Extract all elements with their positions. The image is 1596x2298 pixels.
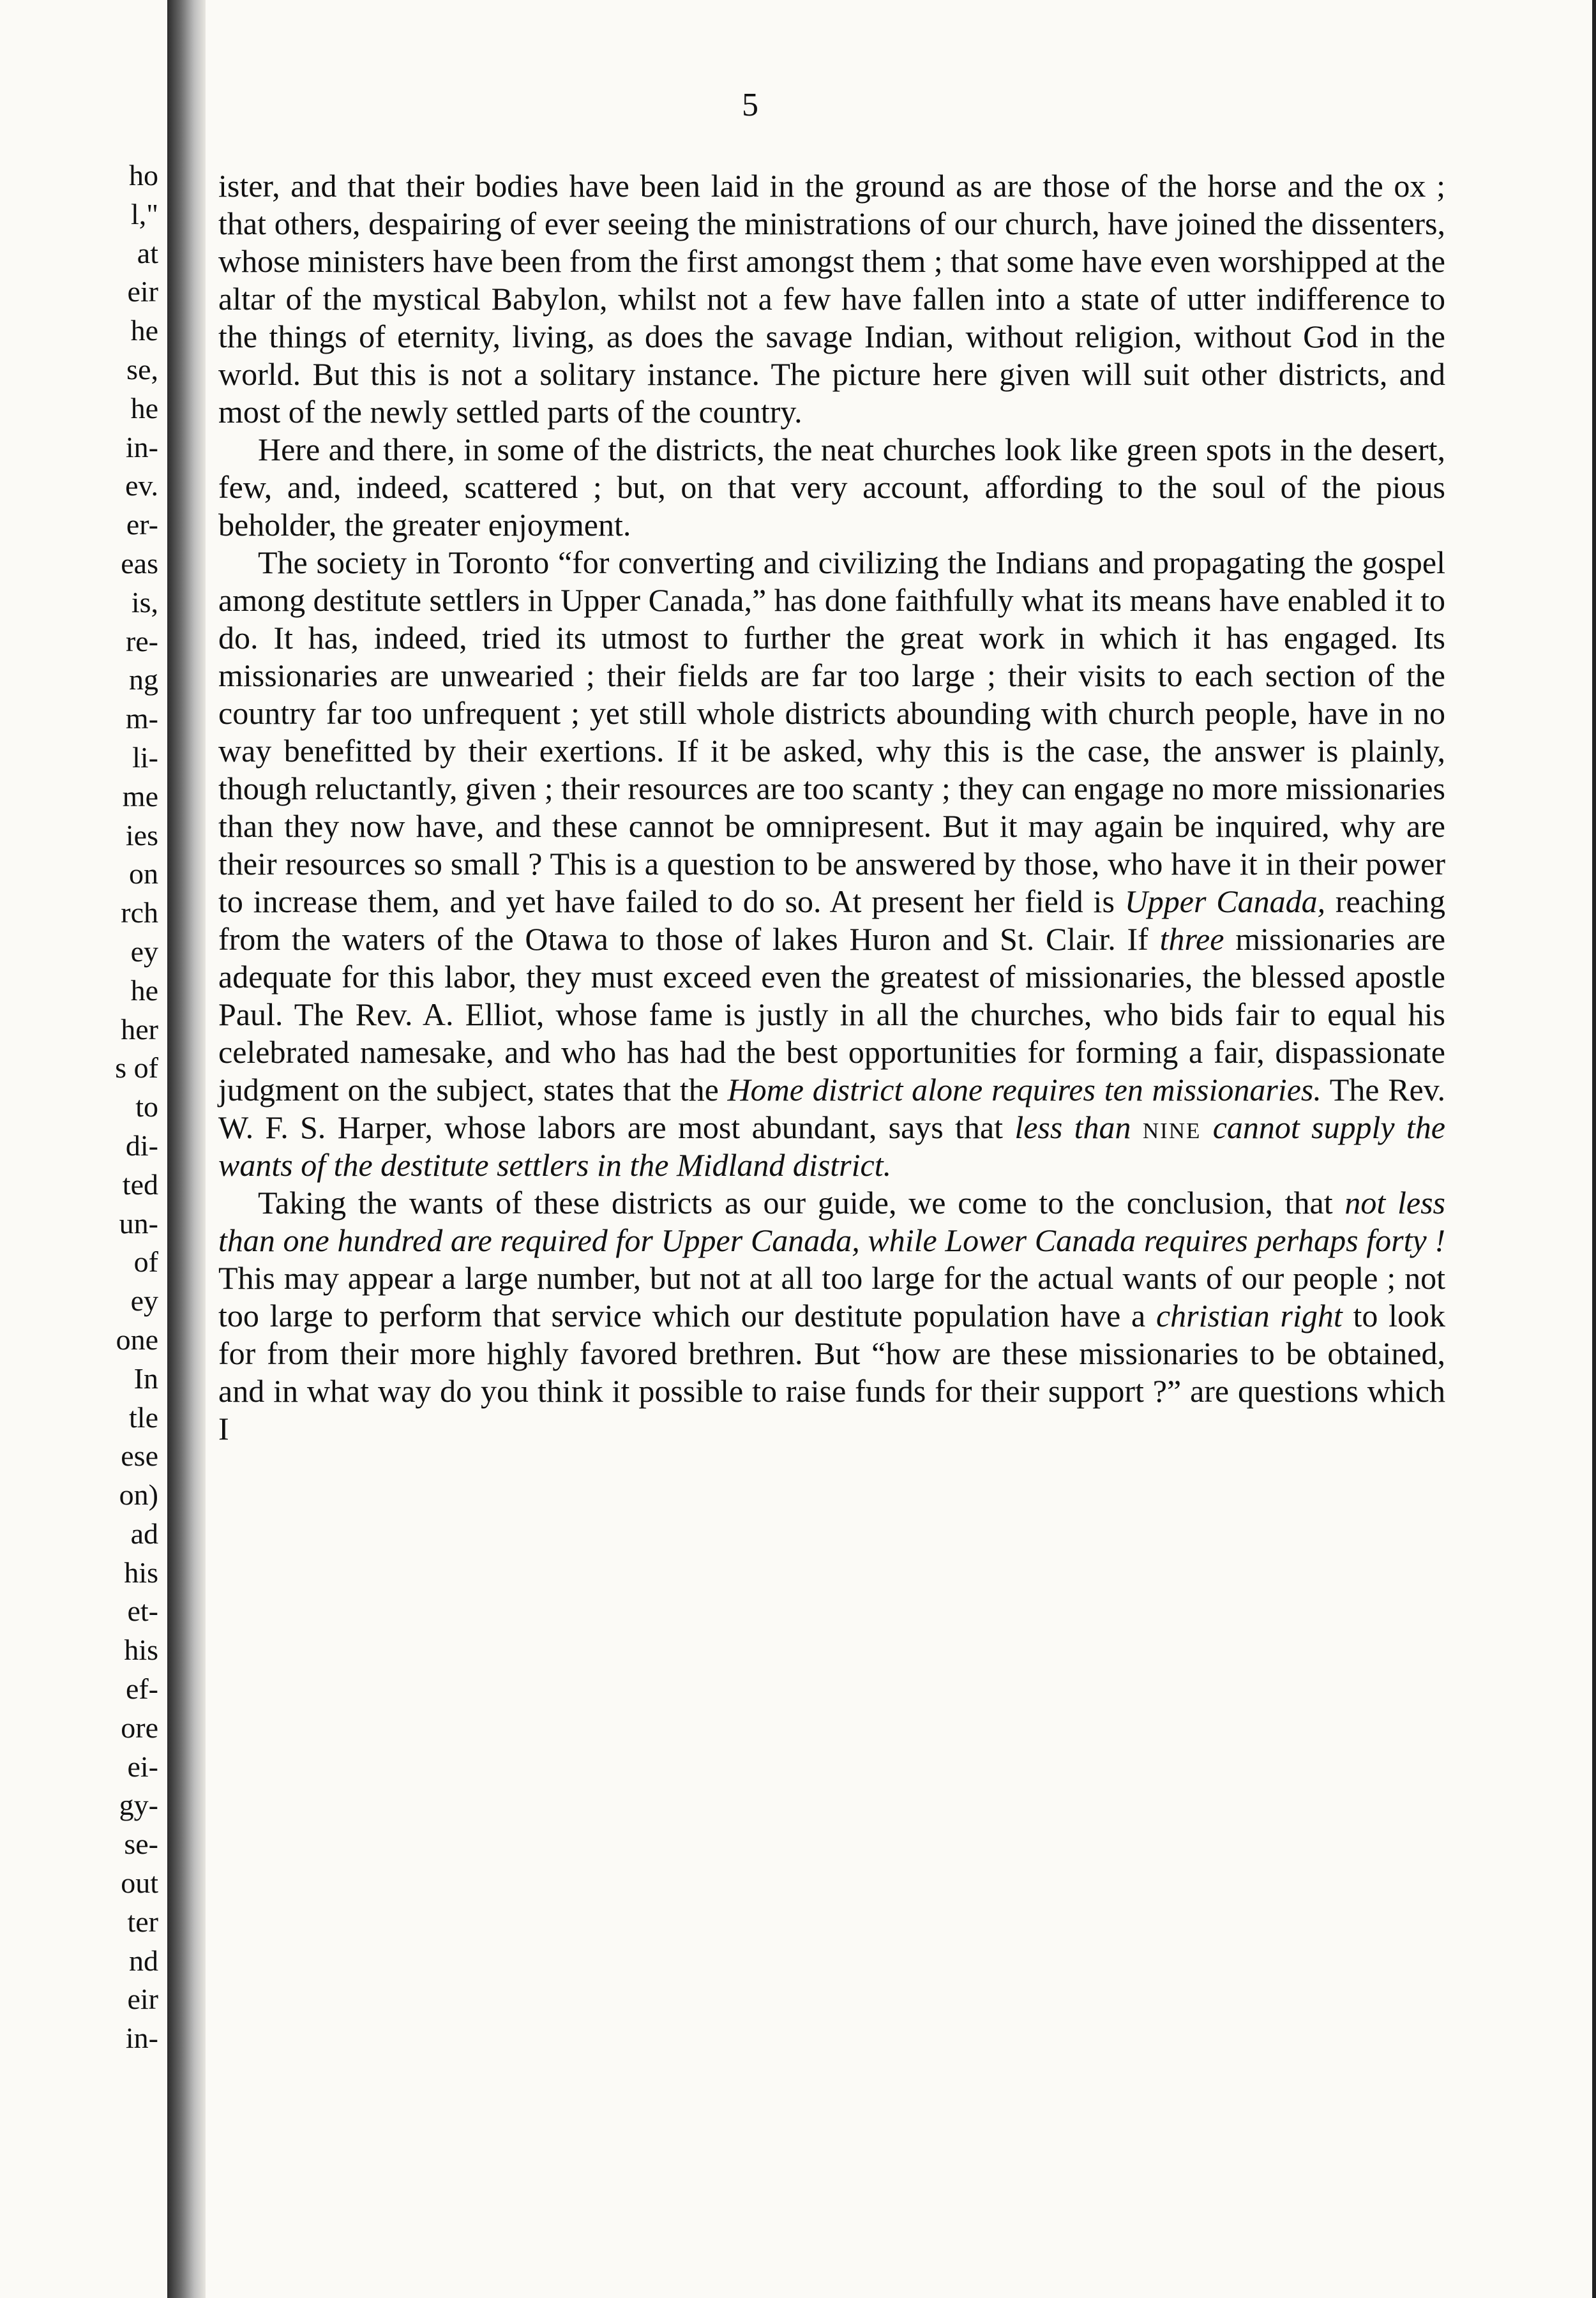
- facing-page-fragment: di-: [125, 1129, 158, 1162]
- facing-page-fragment: er-: [126, 508, 158, 541]
- facing-page-fragment: ore: [121, 1711, 158, 1744]
- facing-page-fragment: rch: [121, 896, 158, 929]
- emphasis: Home district alone requires ten missionaries.: [727, 1072, 1321, 1108]
- page-number: 5: [742, 87, 758, 123]
- text-run: reaching from the waters of the Otawa to those of lakes Huron and St. Clair. If: [218, 883, 1445, 957]
- facing-page-fragment: ad: [130, 1517, 158, 1550]
- facing-page-fragment: ef-: [125, 1672, 158, 1706]
- facing-page-fragment: gy-: [119, 1789, 158, 1822]
- facing-page-fragment: un-: [119, 1206, 158, 1240]
- facing-page-fragment: ey: [130, 1284, 158, 1318]
- facing-page-fragment: In: [133, 1362, 158, 1395]
- facing-page-fragment: he: [130, 391, 158, 424]
- emphasis: less than: [1014, 1109, 1131, 1145]
- facing-page-fragment: eir: [127, 275, 158, 308]
- facing-page: [0, 0, 167, 2298]
- text-run: The society in Toronto “for converting and civilizing the Indians and propagating the gospel among destitute settlers in Upper Canada,” has done faithfully what its means have enabled it to do. It has, indeed, tried its utmost to further the great work in which it has engaged. Its missionaries are unwearied ; their fields are far too large ; their visits to each section of the country far too unfrequent ; yet still whole districts abounding with church people, have in no way benefitted by their exertions. If it be asked, why this is the case, the answer is plainly, though reluctantly, given ; their resources are too scanty ; they can engage no more missionaries than they now have, and these cannot be omnipresent. But it may again be inquired, why are their resources so small ? This is a question to be answered by those, who have it in their power to increase them, and yet have failed to do so. At present her field is: [218, 544, 1445, 919]
- facing-page-fragment: se-: [124, 1828, 158, 1861]
- facing-page-fragment: se,: [126, 352, 158, 386]
- facing-page-fragment: tle: [129, 1401, 158, 1434]
- facing-page-fragment: he: [130, 314, 158, 347]
- emphasis: three: [1159, 921, 1224, 957]
- facing-page-fragment: eir: [127, 1983, 158, 2016]
- paragraph-1: ister, and that their bodies have been laid in the ground as are those of the horse and the ox ; that others, despairing of ever seeing the ministrations of our church, have joined the dissenters, whose ministers have been from the first amongst them ; that some have even worshipped at the altar of the mystical Babylon, whilst not a few have fallen into a state of utter indifference to the things of eternity, living, as does the savage Indian, without religion, without God in the world. But this is not a solitary instance. The picture here given will suit other districts, and most of the newly settled parts of the country.: [218, 168, 1445, 430]
- facing-page-fragment: out: [121, 1866, 158, 1900]
- facing-page-text-fragments: [5, 156, 158, 2058]
- emphasis: not less than one hundred are required for Upper Canada, while Lower Canada requires perhaps forty !: [218, 1185, 1445, 1258]
- facing-page-fragment: m-: [125, 702, 158, 735]
- facing-page-fragment: his: [124, 1556, 158, 1589]
- facing-page-fragment: ese: [121, 1439, 158, 1473]
- facing-page-fragment: is,: [131, 585, 158, 619]
- facing-page-fragment: et-: [127, 1595, 158, 1628]
- facing-page-fragment: her: [121, 1012, 158, 1046]
- facing-page-fragment: l,": [130, 197, 158, 230]
- emphasis: christian right: [1156, 1298, 1343, 1333]
- paragraph-2: Here and there, in some of the districts, the neat churches look like green spots in the desert, few, and, indeed, scattered ; but, on that very account, affording to the soul of the pious beholder, the greater enjoyment.: [218, 432, 1445, 543]
- paragraph-3: [218, 544, 1445, 1184]
- small-caps: nine: [1142, 1109, 1201, 1145]
- facing-page-fragment: ies: [125, 818, 158, 852]
- facing-page-fragment: nd: [129, 1944, 158, 1977]
- facing-page-fragment: of: [133, 1245, 158, 1279]
- facing-page-fragment: ey: [130, 935, 158, 968]
- facing-page-fragment: ev.: [125, 469, 158, 502]
- facing-page-fragment: s of: [115, 1051, 158, 1085]
- facing-page-fragment: ei-: [127, 1750, 158, 1783]
- text-run: Taking the wants of these districts as our guide, we come to the conclusion, that: [258, 1185, 1345, 1220]
- facing-page-fragment: on): [119, 1478, 158, 1512]
- facing-page-fragment: ng: [129, 663, 158, 696]
- facing-page-fragment: one: [116, 1323, 158, 1356]
- emphasis: Upper Canada,: [1124, 883, 1326, 919]
- text-run: This may appear a large number, but not at all too large for the actual wants of our people ; not too large to perform that service which our destitute population have a: [218, 1260, 1445, 1333]
- text-run: to look for from their more highly favored brethren. But “how are these missionaries to be obtained, and in what way do you think it possible to raise funds for their support ?” are questions which I: [218, 1298, 1445, 1446]
- facing-page-fragment: to: [135, 1090, 158, 1123]
- facing-page-fragment: his: [124, 1633, 158, 1667]
- facing-page-fragment: he: [130, 973, 158, 1007]
- facing-page-fragment: in-: [125, 2022, 158, 2055]
- body-text: [218, 167, 1445, 1448]
- facing-page-fragment: ter: [127, 1905, 158, 1938]
- facing-page-fragment: in-: [125, 430, 158, 463]
- facing-page-fragment: on: [129, 857, 158, 890]
- paragraph-4: [218, 1184, 1445, 1448]
- emphasis: cannot supply the wants of the destitute settlers in the Midland district.: [218, 1109, 1445, 1183]
- facing-page-fragment: li-: [132, 740, 158, 774]
- facing-page-fragment: at: [137, 236, 158, 269]
- book-gutter: [167, 0, 206, 2298]
- facing-page-fragment: ho: [129, 159, 158, 192]
- facing-page-fragment: ted: [122, 1168, 158, 1201]
- facing-page-fragment: re-: [125, 624, 158, 657]
- text-run: The Rev. W. F. S. Harper, whose labors are most abundant, says that: [218, 1072, 1445, 1145]
- facing-page-fragment: me: [122, 779, 158, 813]
- text-run: missionaries are adequate for this labor, they must exceed even the greatest of missionaries, the blessed apostle Paul. The Rev. A. Elliot, whose fame is justly in all the churches, who bids fair to equal his celebrated namesake, and who has had the best opportunities for forming a fair, dispassionate judgment on the subject, states that the: [218, 921, 1446, 1108]
- facing-page-fragment: eas: [121, 546, 158, 580]
